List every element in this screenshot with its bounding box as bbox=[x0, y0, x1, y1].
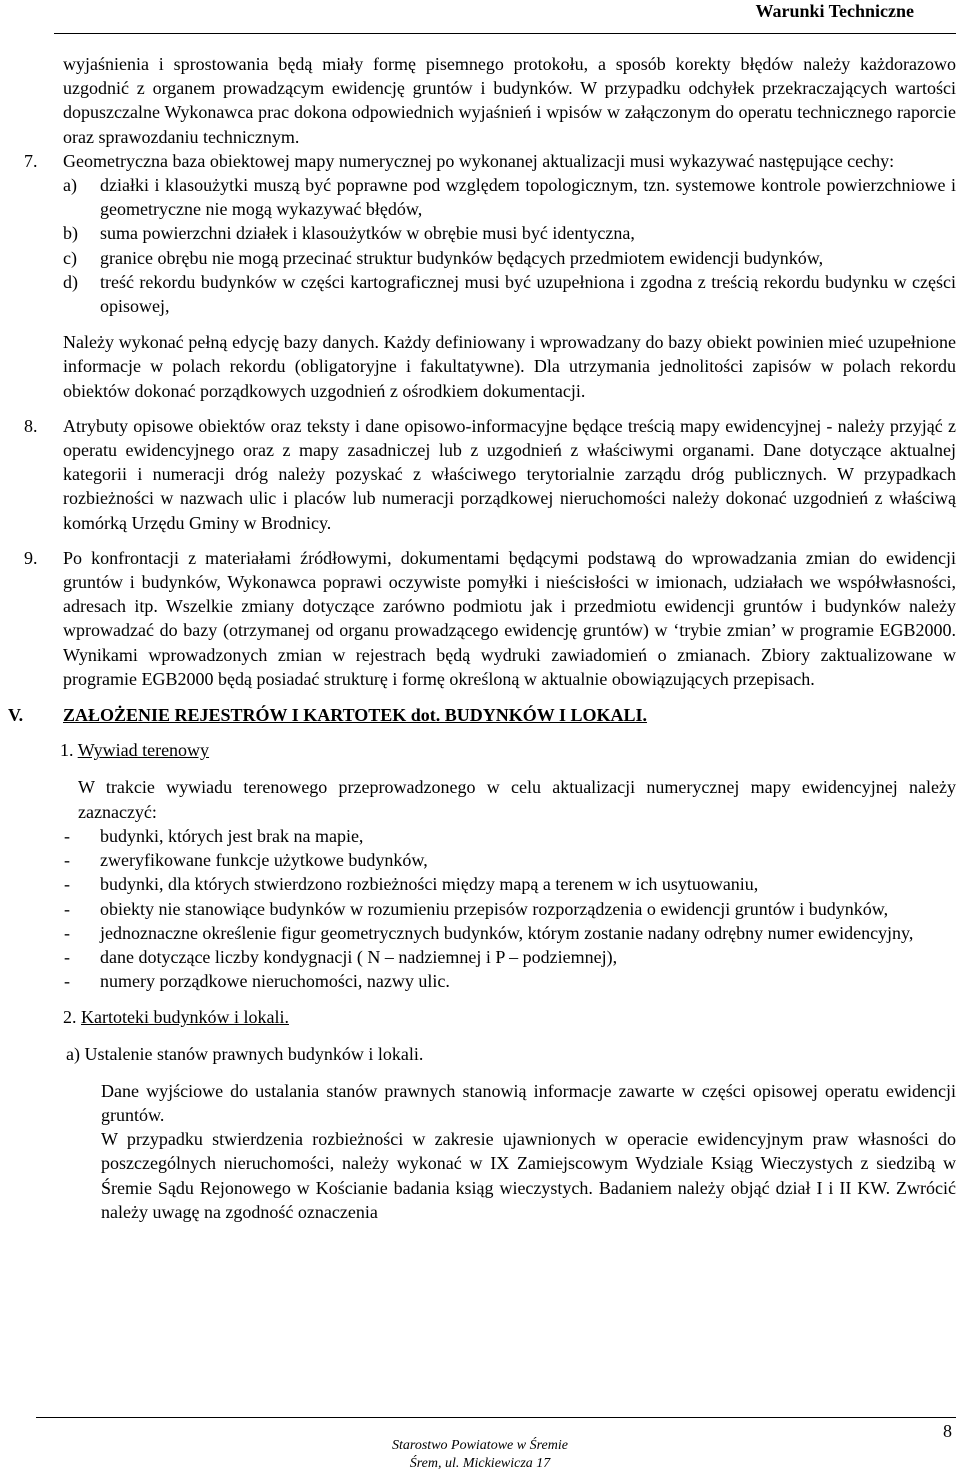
subsection-2a-para-2: W przypadku stwierdzenia rozbieżności w zakresie ujawnionych w operacie ewidencyjnym praw własności do poszczególnych nieruchomości, należy wykonać w IX Zamiejscowym Wydziale Ksiąg Wieczystych z siedzibą w Śremie Sądu Rejonowego w Kościanie badania ksiąg wieczystych. Badaniem należy objąć dział I i II KW. Zwrócić należy uwagę na zgodność oznaczenia bbox=[101, 1129, 956, 1222]
item-8-text: Atrybuty opisowe obiektów oraz teksty i dane opisowo-informacyjne będące treścią mapy ewidencyjnej - należy przyjąć z operatu ewidencyjnego oraz z mapy zasadniczej lub z uzgodnień z właściwymi organami. Dane dotyczące aktualnej kategorii i numeracji dróg należy pozyskać z właściwego terytorialnie zarządu dróg publicznych. W przypadkach rozbieżności w nazwach ulic i placów lub numeracji porządkowej nieruchomości należy dokonać uzgodnień z właściwą komórką Urzędu Gminy w Brodnicy. bbox=[63, 415, 956, 533]
item-7-followup: Należy wykonać pełną edycję bazy danych. Każdy definiowany i wprowadzany do bazy obiekt powinien mieć uzupełnione informacje w polach rekordu (obligatoryjne i fakultatywne). Dla utrzymania jednolitości zapisów w polach rekordu obiektów dokonać porządkowych uzgodnień z ośrodkiem dokumentacji. bbox=[63, 332, 956, 401]
dash-bullet: - bbox=[64, 898, 70, 919]
subsection-2-number: 2. bbox=[63, 1007, 77, 1028]
page-body bbox=[8, 52, 956, 1224]
list-item-label: a) bbox=[63, 175, 77, 196]
item-8 bbox=[24, 414, 956, 535]
subsection-1-title: Wywiad terenowy bbox=[77, 740, 210, 761]
footer-line-1: Starostwo Powiatowe w Śremie bbox=[392, 1438, 568, 1453]
list-item bbox=[60, 945, 956, 969]
list-item bbox=[63, 270, 956, 318]
subsection-2-heading bbox=[63, 1005, 956, 1029]
list-item bbox=[60, 969, 956, 993]
list-item-text: budynki, dla których stwierdzono rozbieżności między mapą a terenem w ich usytuowaniu, bbox=[100, 874, 759, 895]
dash-bullet: - bbox=[64, 922, 70, 943]
list-item bbox=[63, 221, 956, 245]
list-item-text: treść rekordu budynków w części kartograficznej musi być uzupełniona i zgodna z treścią rekordu budynku w części opisowej, bbox=[100, 271, 956, 317]
list-item-label: b) bbox=[63, 223, 78, 244]
list-item bbox=[60, 921, 956, 945]
list-item bbox=[60, 872, 956, 896]
list-item-text: jednoznaczne określenie figur geometrycznych budynków, którym zostanie nadany odrębny numer ewidencyjny, bbox=[100, 922, 914, 943]
item-9-number: 9. bbox=[24, 547, 38, 568]
list-item-text: dane dotyczące liczby kondygnacji ( N – nadziemnej i P – podziemnej), bbox=[100, 946, 618, 967]
dash-bullet: - bbox=[64, 946, 70, 967]
section-v-title: ZAŁOŻENIE REJESTRÓW I KARTOTEK dot. BUDYNKÓW I LOKALI. bbox=[63, 705, 648, 726]
list-item-text: suma powierzchni działek i klasoużytków w obrębie musi być identyczna, bbox=[100, 223, 635, 244]
subsection-1-number: 1. bbox=[60, 740, 74, 761]
page-number: 8 bbox=[943, 1421, 952, 1441]
footer-line-2: Śrem, ul. Mickiewicza 17 bbox=[409, 1455, 551, 1471]
section-v-heading bbox=[8, 703, 956, 727]
page-footer bbox=[0, 1437, 960, 1472]
item-7-number: 7. bbox=[24, 150, 38, 171]
dash-bullet: - bbox=[64, 874, 70, 895]
running-header: Warunki Techniczne bbox=[755, 1, 914, 21]
subsection-1-intro: W trakcie wywiadu terenowego przeprowadzonego w celu aktualizacji numerycznej mapy ewidencyjnej należy zaznaczyć: bbox=[78, 777, 956, 822]
field-survey-list bbox=[60, 824, 956, 993]
list-item-text: zweryfikowane funkcje użytkowe budynków, bbox=[100, 850, 428, 871]
list-item-label: c) bbox=[63, 247, 77, 268]
dash-bullet: - bbox=[64, 850, 70, 871]
dash-bullet: - bbox=[64, 825, 70, 846]
item-9 bbox=[24, 546, 956, 691]
subsection-2a-para-1: Dane wyjściowe do ustalania stanów prawnych stanowią informacje zawarte w części opisowej operatu ewidencji gruntów. bbox=[101, 1080, 956, 1125]
header-divider bbox=[54, 33, 956, 34]
dash-bullet: - bbox=[64, 971, 70, 992]
list-item-text: numery porządkowe nieruchomości, nazwy ulic. bbox=[100, 971, 450, 992]
subsection-1-heading bbox=[60, 738, 956, 762]
list-item bbox=[60, 897, 956, 921]
intro-paragraph: wyjaśnienia i sprostowania będą miały formę pisemnego protokołu, a sposób korekty błędów należy każdorazowo uzgodnić z organem prowadzącym ewidencję gruntów i budynków. W przypadku odchyłek przekraczających wartości dopuszczalne Wykonawca prac dokona odpowiednich wyjaśnień i wpisów w załączonym do operatu technicznego raporcie oraz sprawozdaniu technicznym. bbox=[63, 54, 956, 147]
list-item-text: działki i klasoużytki muszą być poprawne pod względem topologicznym, tzn. systemowe kontrole powierzchniowe i geometryczne nie mogą wykazywać błędów, bbox=[100, 175, 956, 220]
item-7 bbox=[24, 149, 956, 173]
item-7-text: Geometryczna baza obiektowej mapy numerycznej po wykonanej aktualizacji musi wykazywać następujące cechy: bbox=[63, 150, 895, 171]
item-8-number: 8. bbox=[24, 415, 38, 436]
subsection-2a-label: a) bbox=[66, 1043, 80, 1064]
section-v-number: V. bbox=[8, 705, 24, 726]
subsection-2a-title: Ustalenie stanów prawnych budynków i lokali. bbox=[84, 1043, 424, 1064]
list-item bbox=[60, 848, 956, 872]
footer-divider bbox=[36, 1417, 956, 1418]
list-item bbox=[63, 246, 956, 270]
list-item-text: budynki, których jest brak na mapie, bbox=[100, 825, 364, 846]
list-item-text: obiekty nie stanowiące budynków w rozumieniu przepisów rozporządzenia o ewidencji gruntów i budynków, bbox=[100, 898, 889, 919]
list-item bbox=[63, 173, 956, 221]
subsection-2-title: Kartoteki budynków i lokali. bbox=[81, 1007, 289, 1028]
item-7-sublist bbox=[63, 173, 956, 318]
list-item-text: granice obrębu nie mogą przecinać struktur budynków będących przedmiotem ewidencji budynków, bbox=[100, 247, 824, 268]
list-item bbox=[60, 824, 956, 848]
list-item-label: d) bbox=[63, 271, 78, 292]
subsection-2a-heading bbox=[66, 1042, 956, 1066]
item-9-text: Po konfrontacji z materiałami źródłowymi, dokumentami będącymi podstawą do wprowadzania zmian do ewidencji gruntów i budynków, Wykonawca poprawi oczywiste pomyłki i nieścisłości w imionach, udziałach we współwłasności, adresach itp. Wszelkie zmiany dotyczące zarówno podmiotu jak i przedmiotu ewidencji gruntów i budynków należy wprowadzać do bazy (otrzymanej od organu prowadzącego ewidencję gruntów) w ‘trybie zmian’ w programie EGB2000. Wynikami wprowadzonych zmian w rejestrach będą wydruki zawiadomień o zmianach. Zbiory zaktualizowane w programie EGB2000 będą posiadać strukturę i formę określoną w aktualnie obowiązujących przepisach. bbox=[63, 547, 956, 689]
